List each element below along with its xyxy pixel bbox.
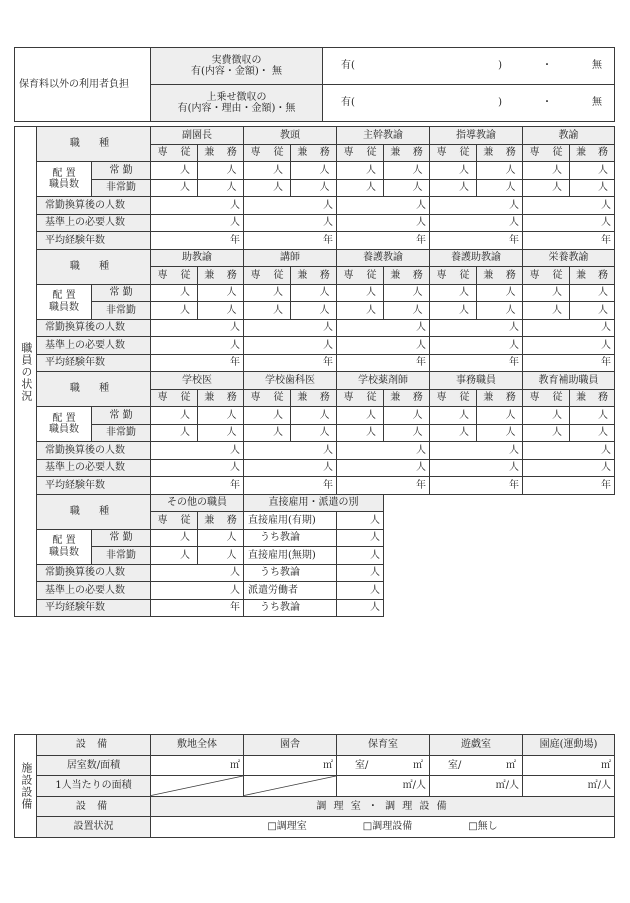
employment-sub-count[interactable]: 人 <box>337 529 384 547</box>
blank-area <box>384 494 615 617</box>
fulltime-count[interactable]: 人 <box>198 162 244 180</box>
kenmu-header: 兼 務 <box>384 144 430 162</box>
fulltime-count[interactable]: 人 <box>477 407 523 425</box>
senju-header: 専 従 <box>151 512 198 530</box>
senju-header: 専 従 <box>430 144 477 162</box>
job-title: 学校歯科医 <box>244 372 337 390</box>
job-title: 講師 <box>244 249 337 267</box>
install-label: 設置状況 <box>37 817 151 838</box>
required-value[interactable]: 人 <box>337 214 430 232</box>
play-per-person[interactable]: ㎡/人 <box>430 776 523 797</box>
parttime-count[interactable]: 人 <box>198 424 244 442</box>
parttime-count[interactable]: 人 <box>477 302 523 320</box>
parttime-count[interactable]: 人 <box>523 179 570 197</box>
fulltime-label: 常 勤 <box>92 162 151 180</box>
fulltime-count[interactable]: 人 <box>291 162 337 180</box>
senju-header: 専 従 <box>337 267 384 285</box>
kenmu-header: 兼 務 <box>384 267 430 285</box>
experience-value[interactable]: 年 <box>523 354 615 372</box>
senju-header: 専 従 <box>151 144 198 162</box>
job-title-other: その他の職員 <box>151 494 244 512</box>
required-value[interactable]: 人 <box>244 214 337 232</box>
fulltime-count[interactable]: 人 <box>523 407 570 425</box>
actual-cost-field[interactable]: 有( ) ・ 無 <box>323 48 615 85</box>
job-header: 職 種 <box>37 127 151 162</box>
required-value[interactable]: 人 <box>151 337 244 355</box>
job-header: 職 種 <box>37 249 151 284</box>
experience-value[interactable]: 年 <box>430 354 523 372</box>
employment-direct-indefinite-count[interactable]: 人 <box>337 547 384 565</box>
required-value[interactable]: 人 <box>523 337 615 355</box>
building-area[interactable]: ㎡ <box>244 755 337 776</box>
fte-value[interactable]: 人 <box>430 442 523 460</box>
senju-header: 専 従 <box>244 267 291 285</box>
yard-per-person[interactable]: ㎡/人 <box>523 776 615 797</box>
staff-table <box>14 126 615 617</box>
kenmu-header: 兼 務 <box>198 144 244 162</box>
fulltime-count[interactable]: 人 <box>337 284 384 302</box>
required-value[interactable]: 人 <box>430 214 523 232</box>
fulltime-count[interactable]: 人 <box>430 284 477 302</box>
senju-header: 専 従 <box>523 389 570 407</box>
parttime-count[interactable]: 人 <box>291 179 337 197</box>
fte-value[interactable]: 人 <box>523 319 615 337</box>
parttime-count[interactable]: 人 <box>151 424 198 442</box>
parttime-count[interactable]: 人 <box>198 179 244 197</box>
fulltime-count[interactable]: 人 <box>384 407 430 425</box>
fulltime-count[interactable]: 人 <box>151 162 198 180</box>
fulltime-count[interactable]: 人 <box>384 284 430 302</box>
col-nursery-room: 保育室 <box>337 735 430 756</box>
parttime-count[interactable]: 人 <box>198 302 244 320</box>
experience-value[interactable]: 年 <box>430 477 523 495</box>
parttime-count[interactable]: 人 <box>151 302 198 320</box>
equipment-header-2: 設 備 <box>37 796 151 817</box>
staff-section-label: 職員の状況 <box>15 127 37 617</box>
parttime-label: 非常勤 <box>92 547 151 565</box>
senju-header: 専 従 <box>244 389 291 407</box>
kenmu-header: 兼 務 <box>477 144 523 162</box>
senju-header: 専 従 <box>151 267 198 285</box>
employment-sub-count[interactable]: 人 <box>337 564 384 582</box>
kenmu-header: 兼 務 <box>198 267 244 285</box>
required-label: 基準上の必要人数 <box>37 337 151 355</box>
placement-label: 配 置 職員数 <box>37 284 92 319</box>
senju-header: 専 従 <box>244 144 291 162</box>
fte-value[interactable]: 人 <box>430 319 523 337</box>
fte-value[interactable]: 人 <box>337 442 430 460</box>
facility-table <box>14 734 615 838</box>
parttime-count[interactable]: 人 <box>337 424 384 442</box>
fulltime-label: 常 勤 <box>92 407 151 425</box>
job-title: 教諭 <box>523 127 615 145</box>
job-title: 主幹教諭 <box>337 127 430 145</box>
placement-label: 配 置 職員数 <box>37 407 92 442</box>
experience-label: 平均経験年数 <box>37 477 151 495</box>
parttime-count[interactable]: 人 <box>570 179 615 197</box>
option-kitchen-room[interactable]: □調理室 <box>267 821 307 832</box>
required-value[interactable]: 人 <box>337 337 430 355</box>
per-person-label: 1人当たりの面積 <box>37 776 151 797</box>
experience-label: 平均経験年数 <box>37 354 151 372</box>
employment-sub-count[interactable]: 人 <box>337 599 384 617</box>
parttime-label: 非常勤 <box>92 179 151 197</box>
fulltime-count[interactable]: 人 <box>151 407 198 425</box>
fte-value[interactable]: 人 <box>523 197 615 215</box>
required-value[interactable]: 人 <box>523 459 615 477</box>
fte-value[interactable]: 人 <box>151 197 244 215</box>
job-title: 栄養教諭 <box>523 249 615 267</box>
fulltime-count[interactable]: 人 <box>570 284 615 302</box>
fulltime-count[interactable]: 人 <box>570 162 615 180</box>
employment-sub-teacher: うち教論 <box>244 564 337 582</box>
fte-value[interactable]: 人 <box>151 319 244 337</box>
fulltime-count[interactable]: 人 <box>151 284 198 302</box>
employment-title: 直接雇用・派遣の別 <box>244 494 384 512</box>
employment-direct-indefinite: 直接雇用(無期) <box>244 547 337 565</box>
senju-header: 専 従 <box>430 267 477 285</box>
fulltime-count[interactable]: 人 <box>244 284 291 302</box>
experience-value[interactable]: 年 <box>523 477 615 495</box>
parttime-count[interactable]: 人 <box>337 179 384 197</box>
fte-value[interactable]: 人 <box>244 442 337 460</box>
parttime-count[interactable]: 人 <box>430 424 477 442</box>
option-kitchen-equipment[interactable]: □調理設備 <box>362 821 413 832</box>
equipment-header: 設 備 <box>37 735 151 756</box>
kenmu-header: 兼 務 <box>384 389 430 407</box>
actual-cost-desc: 実費徴収の 有(内容・金額)・ 無 <box>151 48 323 85</box>
fte-value[interactable]: 人 <box>337 197 430 215</box>
fte-value[interactable]: 人 <box>244 319 337 337</box>
fulltime-count[interactable]: 人 <box>523 284 570 302</box>
fulltime-count[interactable]: 人 <box>244 407 291 425</box>
col-building: 園舎 <box>244 735 337 756</box>
job-title: 助教諭 <box>151 249 244 267</box>
parttime-count[interactable]: 人 <box>570 302 615 320</box>
required-label: 基準上の必要人数 <box>37 459 151 477</box>
required-value[interactable]: 人 <box>244 459 337 477</box>
job-title: 学校薬剤師 <box>337 372 430 390</box>
fulltime-count[interactable]: 人 <box>523 162 570 180</box>
required-value[interactable]: 人 <box>430 337 523 355</box>
parttime-count[interactable]: 人 <box>523 424 570 442</box>
employment-direct-fixed-count[interactable]: 人 <box>337 512 384 530</box>
required-label: 基準上の必要人数 <box>37 214 151 232</box>
parttime-count[interactable]: 人 <box>244 179 291 197</box>
parttime-label: 非常勤 <box>92 302 151 320</box>
parttime-count[interactable]: 人 <box>384 424 430 442</box>
required-value[interactable]: 人 <box>337 459 430 477</box>
senju-header: 専 従 <box>523 267 570 285</box>
job-title: 指導教諭 <box>430 127 523 145</box>
senju-header: 専 従 <box>337 389 384 407</box>
employment-sub-teacher: うち教論 <box>244 599 337 617</box>
parttime-count[interactable]: 人 <box>337 302 384 320</box>
kenmu-header: 兼 務 <box>291 144 337 162</box>
experience-value[interactable]: 年 <box>337 232 430 250</box>
fulltime-count[interactable]: 人 <box>198 407 244 425</box>
placement-label: 配 置 職員数 <box>37 162 92 197</box>
required-value[interactable]: 人 <box>151 582 244 600</box>
fte-value[interactable]: 人 <box>523 442 615 460</box>
kitchen-title: 調 理 室 ・ 調 理 設 備 <box>151 796 615 817</box>
parttime-label: 非常勤 <box>92 424 151 442</box>
option-none[interactable]: □無し <box>468 821 498 832</box>
parttime-count[interactable]: 人 <box>198 547 244 565</box>
experience-label: 平均経験年数 <box>37 599 151 617</box>
play-room-area[interactable]: 室/ ㎡ <box>430 755 523 776</box>
fulltime-count[interactable]: 人 <box>151 529 198 547</box>
employment-dispatch: 派遣労働者 <box>244 582 337 600</box>
employment-dispatch-count[interactable]: 人 <box>337 582 384 600</box>
fulltime-count[interactable]: 人 <box>198 529 244 547</box>
fulltime-label: 常 勤 <box>92 529 151 547</box>
job-header: 職 種 <box>37 372 151 407</box>
col-site: 敷地全体 <box>151 735 244 756</box>
kenmu-header: 兼 務 <box>570 144 615 162</box>
parttime-count[interactable]: 人 <box>384 302 430 320</box>
kenmu-header: 兼 務 <box>198 512 244 530</box>
placement-label: 配 置 職員数 <box>37 529 92 564</box>
experience-value[interactable]: 年 <box>244 477 337 495</box>
parttime-count[interactable]: 人 <box>477 424 523 442</box>
parttime-count[interactable]: 人 <box>151 547 198 565</box>
experience-value[interactable]: 年 <box>523 232 615 250</box>
senju-header: 専 従 <box>337 144 384 162</box>
experience-value[interactable]: 年 <box>151 477 244 495</box>
experience-value[interactable]: 年 <box>151 232 244 250</box>
fulltime-count[interactable]: 人 <box>244 162 291 180</box>
employment-direct-fixed: 直接雇用(有期) <box>244 512 337 530</box>
required-value[interactable]: 人 <box>151 459 244 477</box>
fulltime-count[interactable]: 人 <box>291 407 337 425</box>
experience-value[interactable]: 年 <box>337 354 430 372</box>
extra-cost-desc: 上乗せ徴収の 有(内容・理由・金額)・無 <box>151 85 323 122</box>
parttime-count[interactable]: 人 <box>430 302 477 320</box>
senju-header: 専 従 <box>151 389 198 407</box>
fees-table <box>14 47 615 122</box>
kenmu-header: 兼 務 <box>291 267 337 285</box>
fte-label: 常勤換算後の人数 <box>37 442 151 460</box>
job-title: 副園長 <box>151 127 244 145</box>
fte-value[interactable]: 人 <box>430 197 523 215</box>
fulltime-label: 常 勤 <box>92 284 151 302</box>
facility-section-label: 施設設備 <box>15 735 37 838</box>
job-title: 教育補助職員 <box>523 372 615 390</box>
experience-label: 平均経験年数 <box>37 232 151 250</box>
fte-value[interactable]: 人 <box>244 197 337 215</box>
parttime-count[interactable]: 人 <box>384 179 430 197</box>
parttime-count[interactable]: 人 <box>244 424 291 442</box>
parttime-count[interactable]: 人 <box>477 179 523 197</box>
required-value[interactable]: 人 <box>430 459 523 477</box>
fulltime-count[interactable]: 人 <box>198 284 244 302</box>
required-value[interactable]: 人 <box>523 214 615 232</box>
fte-label: 常勤換算後の人数 <box>37 564 151 582</box>
fees-label: 保育料以外の利用者負担 <box>15 48 151 122</box>
building-per-person-blank <box>244 776 337 797</box>
experience-value[interactable]: 年 <box>151 354 244 372</box>
parttime-count[interactable]: 人 <box>430 179 477 197</box>
experience-value[interactable]: 年 <box>151 599 244 617</box>
site-per-person-blank <box>151 776 244 797</box>
nursery-room-area[interactable]: 室/ ㎡ <box>337 755 430 776</box>
parttime-count[interactable]: 人 <box>291 302 337 320</box>
parttime-count[interactable]: 人 <box>151 179 198 197</box>
kenmu-header: 兼 務 <box>570 267 615 285</box>
fulltime-count[interactable]: 人 <box>384 162 430 180</box>
job-header: 職 種 <box>37 494 151 529</box>
fte-label: 常勤換算後の人数 <box>37 197 151 215</box>
job-title: 養護助教諭 <box>430 249 523 267</box>
col-play-room: 遊戯室 <box>430 735 523 756</box>
job-title: 学校医 <box>151 372 244 390</box>
fte-value[interactable]: 人 <box>337 319 430 337</box>
fulltime-count[interactable]: 人 <box>570 407 615 425</box>
kenmu-header: 兼 務 <box>477 267 523 285</box>
kenmu-header: 兼 務 <box>291 389 337 407</box>
job-title: 養護教諭 <box>337 249 430 267</box>
fte-value[interactable]: 人 <box>151 442 244 460</box>
fulltime-count[interactable]: 人 <box>430 407 477 425</box>
room-area-label: 居室数/面積 <box>37 755 151 776</box>
kenmu-header: 兼 務 <box>198 389 244 407</box>
required-value[interactable]: 人 <box>151 214 244 232</box>
senju-header: 専 従 <box>523 144 570 162</box>
senju-header: 専 従 <box>430 389 477 407</box>
fulltime-count[interactable]: 人 <box>477 284 523 302</box>
fulltime-count[interactable]: 人 <box>337 407 384 425</box>
experience-value[interactable]: 年 <box>430 232 523 250</box>
parttime-count[interactable]: 人 <box>523 302 570 320</box>
parttime-count[interactable]: 人 <box>570 424 615 442</box>
experience-value[interactable]: 年 <box>244 232 337 250</box>
site-area[interactable]: ㎡ <box>151 755 244 776</box>
fulltime-count[interactable]: 人 <box>430 162 477 180</box>
job-title: 教頭 <box>244 127 337 145</box>
fulltime-count[interactable]: 人 <box>291 284 337 302</box>
install-options <box>151 817 615 838</box>
fulltime-count[interactable]: 人 <box>337 162 384 180</box>
fulltime-count[interactable]: 人 <box>477 162 523 180</box>
kenmu-header: 兼 務 <box>570 389 615 407</box>
col-yard: 園庭(運動場) <box>523 735 615 756</box>
parttime-count[interactable]: 人 <box>291 424 337 442</box>
experience-value[interactable]: 年 <box>244 354 337 372</box>
required-label: 基準上の必要人数 <box>37 582 151 600</box>
yard-area[interactable]: ㎡ <box>523 755 615 776</box>
employment-sub-teacher: うち教論 <box>244 529 337 547</box>
kenmu-header: 兼 務 <box>477 389 523 407</box>
extra-cost-field[interactable]: 有( ) ・ 無 <box>323 85 615 122</box>
required-value[interactable]: 人 <box>244 337 337 355</box>
fte-value[interactable]: 人 <box>151 564 244 582</box>
experience-value[interactable]: 年 <box>337 477 430 495</box>
fte-label: 常勤換算後の人数 <box>37 319 151 337</box>
nursery-per-person[interactable]: ㎡/人 <box>337 776 430 797</box>
job-title: 事務職員 <box>430 372 523 390</box>
parttime-count[interactable]: 人 <box>244 302 291 320</box>
